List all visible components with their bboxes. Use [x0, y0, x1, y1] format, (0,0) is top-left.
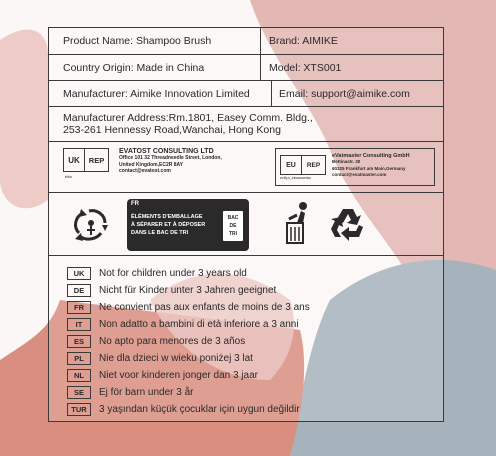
email: Email: support@aimike.com — [279, 87, 410, 100]
uk-rep-line1: Office 101 32 Threadneedle Street, London, — [119, 155, 222, 161]
row-origin-model — [48, 54, 444, 81]
uk-rep-block — [63, 148, 243, 188]
warning-text: Nicht für Kinder unter 3 Jahren geeignet — [99, 284, 277, 296]
row-warnings — [48, 255, 444, 422]
warning-code: PL — [67, 352, 91, 365]
row-symbols — [48, 192, 444, 256]
bin-icon — [223, 211, 243, 241]
address-line-1: Manufacturer Address:Rm.1801, Easey Comm. Bldg., — [63, 112, 313, 124]
warning-row — [67, 402, 300, 416]
eu-rep-name: eVatmaster Consulting GmbH — [332, 153, 410, 159]
warning-row — [67, 368, 258, 382]
warning-row — [67, 266, 247, 280]
warning-text: Not for children under 3 years old — [99, 267, 247, 279]
eu-rep-rep: REP — [306, 161, 321, 169]
warning-text: 3 yaşından küçük çocuklar için uygun değildir — [99, 403, 300, 415]
triman-fr: FR — [131, 201, 139, 207]
warning-code: SE — [67, 386, 91, 399]
warning-row — [67, 351, 253, 365]
manufacturer: Manufacturer: Aimike Innovation Limited — [63, 87, 250, 100]
brand: Brand: AIMIKE — [269, 35, 338, 47]
uk-rep-rep: REP — [88, 155, 105, 165]
eu-rep-line2: 60325 Frankfurt am Main,Germany — [332, 165, 406, 171]
row-representatives — [48, 141, 444, 193]
uk-rep-name: EVATOST CONSULTING LTD — [119, 148, 214, 155]
triman-line1: ÉLÉMENTS D'EMBALLAGE — [131, 214, 203, 220]
uk-rep-line2: United Kingdom,EC2R 8AY — [119, 161, 183, 168]
address-line-2: 253-261 Hennessy Road,Wanchai, Hong Kong — [63, 124, 281, 136]
warning-code: NL — [67, 369, 91, 382]
triman-line3: DANS LE BAC DE TRI — [131, 230, 189, 236]
country-origin: Country Origin: Made in China — [63, 61, 205, 74]
triman-line2: À SÉPARER ET À DÉPOSER — [131, 222, 206, 228]
warning-row — [67, 300, 310, 314]
warning-row — [67, 283, 276, 297]
eu-rep-block — [275, 148, 435, 186]
product-name: Product Name: Shampoo Brush — [63, 35, 212, 47]
warning-text: Nie dla dzieci w wieku poniżej 3 lat — [99, 352, 253, 364]
pink-blob-left — [0, 30, 48, 209]
uk-rep-country: UK — [64, 149, 85, 171]
model: Model: XTS001 — [269, 61, 342, 74]
bin-label-3: TRI — [228, 231, 238, 237]
warning-code: UK — [67, 267, 91, 280]
warning-code: ES — [67, 335, 91, 348]
bin-label-2: DE — [229, 223, 237, 229]
warning-text: No apto para menores de 3 años — [99, 335, 246, 347]
eu-rep-country: EU — [281, 156, 302, 174]
eu-rep-sub: evtfy,s_ekwaoamtar — [280, 176, 311, 180]
warning-row — [67, 317, 299, 331]
row-manufacturer-email — [48, 80, 444, 107]
recycle-icon — [69, 205, 111, 245]
eu-rep-line1: Bettinastr. 30 — [332, 159, 361, 164]
warning-code: DE — [67, 284, 91, 297]
warning-row — [67, 334, 245, 348]
uk-rep-sub: trita — [65, 174, 72, 179]
mobius-recycle-icon — [329, 205, 369, 243]
uk-rep-badge — [63, 148, 109, 172]
warning-row — [67, 385, 194, 399]
eu-rep-line3: contact@evatmaster.com — [332, 172, 387, 177]
eu-rep-badge — [280, 155, 326, 175]
warning-text: Ej för barn under 3 år — [99, 386, 194, 398]
tidyman-icon — [281, 201, 315, 245]
row-address — [48, 106, 444, 142]
product-label — [48, 27, 444, 422]
warning-code: FR — [67, 301, 91, 314]
bin-label-1: BAC — [227, 215, 239, 221]
warning-code: IT — [67, 318, 91, 331]
warning-text: Non adatto a bambini di età inferiore a 3 anni — [99, 318, 299, 330]
row-product-brand — [48, 27, 444, 55]
triman-info — [127, 199, 249, 251]
warning-text: Niet voor kinderen jonger dan 3 jaar — [99, 369, 258, 381]
warning-code: TUR — [67, 403, 91, 416]
uk-rep-line3: contact@evatost.com — [119, 168, 171, 174]
warning-text: Ne convient pas aux enfants de moins de 3 ans — [99, 301, 310, 313]
